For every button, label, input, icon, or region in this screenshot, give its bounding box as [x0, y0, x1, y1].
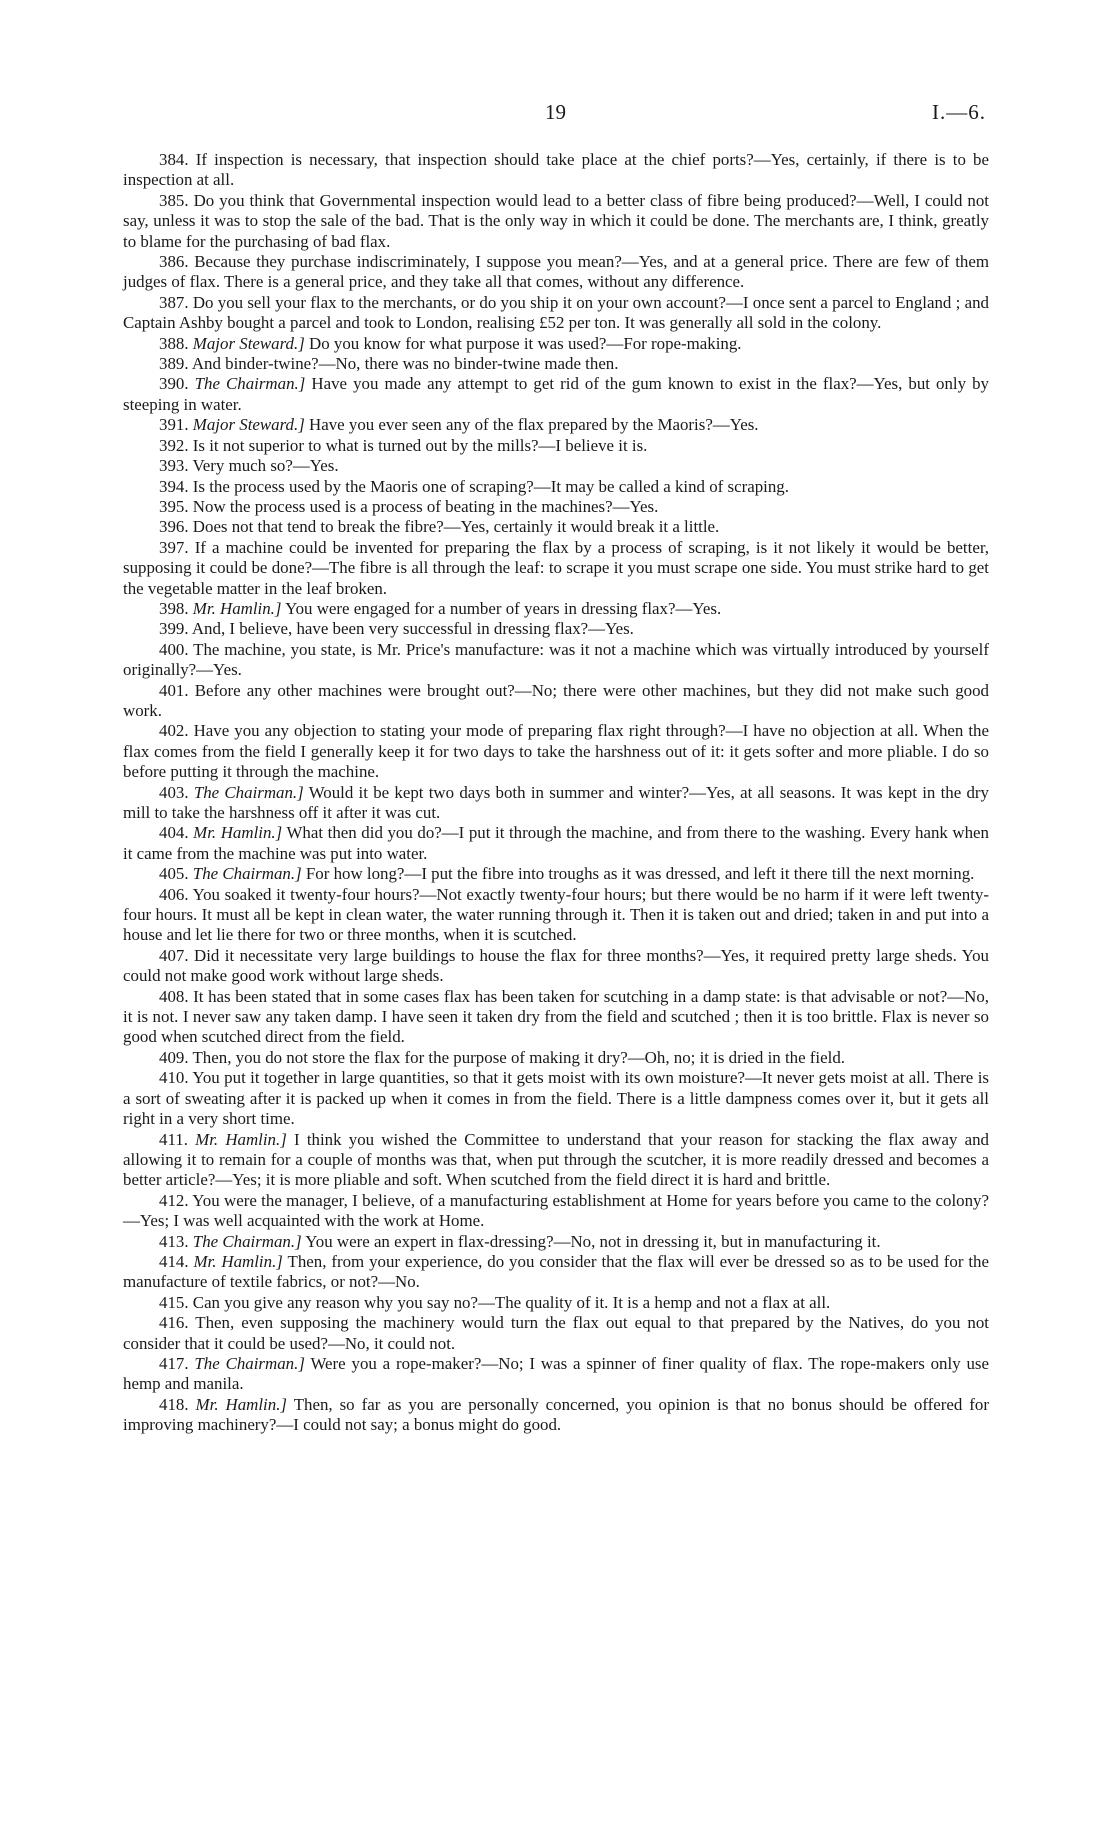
question-number: 391. — [159, 415, 189, 435]
question-paragraph — [123, 1068, 989, 1129]
question-text: Were you a rope-maker?—No; I was a spinner of finer quality of flax. The rope-makers only use hemp and manila. — [123, 1353, 989, 1394]
question-text: If inspection is necessary, that inspection should take place at the chief ports?—Yes, certainly, if there is to be inspection at all. — [123, 150, 989, 190]
question-paragraph — [123, 783, 989, 824]
speaker-label: Mr. Hamlin.] — [195, 1129, 287, 1149]
question-paragraph — [123, 1354, 989, 1395]
question-number: 394. — [159, 476, 189, 496]
question-number: 388. — [159, 333, 189, 353]
question-number: 385. — [159, 190, 189, 210]
question-number: 401. — [159, 680, 189, 700]
question-number: 395. — [159, 496, 189, 516]
question-paragraph — [123, 1191, 989, 1232]
question-paragraph — [123, 987, 989, 1048]
question-number: 403. — [159, 782, 189, 802]
question-text: It has been stated that in some cases flax has been taken for scutching in a damp state: is that advisable or not?—No, it is not. I never saw any taken damp. I have seen it taken dry from the field and scutched ; then it is too brittle. Flax is never so good when scutched direct from the field. — [123, 986, 989, 1047]
question-paragraph — [123, 334, 989, 354]
question-paragraph — [123, 293, 989, 334]
question-text: The machine, you state, is Mr. Price's manufacture: was it not a machine which was virtually introduced by yourself originally?—Yes. — [123, 639, 989, 680]
question-paragraph — [123, 252, 989, 293]
speaker-label: The Chairman.] — [193, 782, 304, 802]
question-paragraph — [123, 1313, 989, 1354]
question-paragraph — [123, 517, 989, 537]
document-reference: I.—6. — [932, 100, 986, 124]
question-paragraph — [123, 1130, 989, 1191]
question-number: 392. — [159, 435, 189, 455]
question-text: Can you give any reason why you say no?—The quality of it. It is a hemp and not a flax at all. — [192, 1292, 831, 1312]
question-number: 408. — [159, 986, 189, 1006]
question-text: Before any other machines were brought out?—No; there were other machines, but they did not make such good work. — [123, 680, 989, 720]
question-text: Then, so far as you are personally concerned, you opinion is that no bonus should be offered for improving machinery?—I could not say; a bonus might do good. — [123, 1394, 989, 1435]
speaker-label: The Chairman.] — [192, 864, 302, 884]
question-text: Have you ever seen any of the flax prepared by the Maoris?—Yes. — [309, 415, 759, 435]
question-number: 413. — [159, 1231, 189, 1251]
question-text: Is it not superior to what is turned out by the mills?—I believe it is. — [192, 435, 648, 455]
question-paragraph — [123, 374, 989, 415]
question-paragraph — [123, 354, 989, 374]
question-paragraph — [123, 1048, 989, 1068]
question-text: Then, from your experience, do you consider that the flax will ever be dressed so as to be used for the manufacture of textile fabrics, or not?—No. — [123, 1251, 989, 1292]
question-number: 414. — [159, 1251, 189, 1271]
question-number: 386. — [159, 252, 189, 272]
question-number: 417. — [159, 1353, 189, 1373]
question-text: Because they purchase indiscriminately, I suppose you mean?—Yes, and at a general price. There are few of them judges of flax. There is a general price, and they take all that comes, without any difference. — [123, 252, 989, 292]
question-paragraph — [123, 1293, 989, 1313]
question-text: Then, even supposing the machinery would turn the flax out equal to that prepared by the Natives, do you not consider that it could be used?—No, it could not. — [123, 1313, 990, 1353]
question-paragraph — [123, 823, 989, 864]
question-number: 406. — [159, 884, 189, 904]
question-number: 400. — [159, 639, 189, 659]
question-paragraph — [123, 681, 989, 722]
speaker-label: Major Steward.] — [192, 415, 305, 435]
question-number: 411. — [159, 1129, 188, 1149]
question-text: And binder-twine?—No, there was no binder-twine made then. — [191, 354, 619, 374]
speaker-label: The Chairman.] — [194, 374, 306, 394]
question-paragraph — [123, 599, 989, 619]
question-text: Do you sell your flax to the merchants, or do you ship it on your own account?—I once sent a parcel to England ; and Captain Ashby bought a parcel and took to London, realising £52 per ton. It was generally all sold in the colony. — [123, 292, 989, 333]
question-text: For how long?—I put the fibre into troughs as it was dressed, and left it there till the next morning. — [305, 864, 975, 884]
question-text: Very much so?—Yes. — [192, 456, 339, 476]
question-text: Now the process used is a process of beating in the machines?—Yes. — [192, 496, 659, 516]
question-paragraph — [123, 497, 989, 517]
question-text: Then, you do not store the flax for the purpose of making it dry?—Oh, no; it is dried in the field. — [192, 1047, 845, 1067]
question-paragraph — [123, 191, 989, 252]
question-number: 416. — [159, 1313, 189, 1333]
question-paragraph — [123, 436, 989, 456]
question-number: 390. — [159, 374, 189, 394]
question-text: Have you any objection to stating your mode of preparing flax right through?—I have no objection at all. When the flax comes from the field I generally keep it for two days to take the harshness out of it: it gets softer and more pliable. I do so before putting it through the machine. — [123, 721, 989, 782]
speaker-label: Mr. Hamlin.] — [192, 598, 282, 618]
question-number: 410. — [159, 1068, 189, 1088]
question-text: Does not that tend to break the fibre?—Yes, certainly it would break it a little. — [192, 517, 720, 537]
question-number: 418. — [159, 1394, 189, 1414]
question-paragraph — [123, 721, 989, 782]
question-text: I think you wished the Committee to understand that your reason for stacking the flax away and allowing it to remain for a couple of months was that, when put through the scutcher, it is more readily dressed and becomes a better article?—Yes; it is more pliable and soft. When scutched from the field direct it is hard and brittle. — [123, 1129, 989, 1190]
question-text: You were the manager, I believe, of a manufacturing establishment at Home for years before you came to the colony?—Yes; I was well acquainted with the work at Home. — [123, 1190, 989, 1231]
question-number: 384. — [159, 150, 189, 169]
question-paragraph — [123, 538, 989, 599]
question-number: 404. — [159, 823, 189, 843]
question-paragraph — [123, 1395, 989, 1436]
question-number: 415. — [159, 1292, 189, 1312]
question-paragraph — [123, 946, 989, 987]
speaker-label: Mr. Hamlin.] — [193, 1251, 283, 1271]
question-text: Do you know for what purpose it was used?—For rope-making. — [309, 333, 742, 353]
question-number: 387. — [159, 292, 189, 312]
question-number: 389. — [159, 354, 189, 374]
question-text: Have you made any attempt to get rid of the gum known to exist in the flax?—Yes, but only by steeping in water. — [123, 374, 989, 414]
question-paragraph — [123, 150, 989, 191]
question-number: 399. — [159, 619, 189, 639]
page-header — [0, 100, 1114, 130]
question-paragraph — [123, 885, 989, 946]
page-number: 19 — [545, 100, 566, 124]
question-text: Would it be kept two days both in summer and winter?—Yes, at all seasons. It was kept in the dry mill to take the harshness off it after it was cut. — [123, 782, 989, 822]
speaker-label: Mr. Hamlin.] — [195, 1394, 287, 1414]
question-paragraph — [123, 864, 989, 884]
question-paragraph — [123, 477, 989, 497]
question-text: You put it together in large quantities, so that it gets moist with its own moisture?—It never gets moist at all. There is a sort of sweating after it is packed up when it comes in from the field. There is a little dampness comes over it, but it gets all right in a very short time. — [123, 1068, 989, 1129]
question-number: 393. — [159, 456, 189, 476]
question-text: Is the process used by the Maoris one of scraping?—It may be called a kind of scraping. — [192, 476, 789, 496]
question-paragraph — [123, 456, 989, 476]
question-paragraph — [123, 619, 989, 639]
speaker-label: The Chairman.] — [194, 1353, 305, 1373]
question-paragraph — [123, 1232, 989, 1252]
question-text: Do you think that Governmental inspection would lead to a better class of fibre being produced?—Well, I could not say, unless it was to stop the sale of the bad. That is the only way in which it could be done. The merchants are, I think, greatly to blame for the purchasing of bad flax. — [123, 190, 989, 251]
question-number: 409. — [159, 1047, 189, 1067]
question-text: Did it necessitate very large buildings to house the flax for three months?—Yes, it required pretty large sheds. You could not make good work without large sheds. — [123, 945, 989, 986]
question-number: 407. — [159, 945, 189, 965]
question-number: 398. — [159, 598, 189, 618]
question-number: 405. — [159, 864, 189, 884]
question-text: You soaked it twenty-four hours?—Not exactly twenty-four hours; but there would be no harm if it were left twenty-four hours. It must all be kept in clean water, the water running through it. Then it is taken out and dried; taken in and put into a house and let lie there for two or three months, when it is scutched. — [123, 884, 989, 945]
speaker-label: The Chairman.] — [192, 1231, 302, 1251]
question-text: You were an expert in flax-dressing?—No, not in dressing it, but in manufacturing it. — [305, 1231, 881, 1251]
question-paragraph — [123, 640, 989, 681]
question-number: 397. — [159, 537, 189, 557]
question-text: And, I believe, have been very successful in dressing flax?—Yes. — [191, 619, 634, 639]
question-paragraph — [123, 415, 989, 435]
question-number: 412. — [159, 1190, 189, 1210]
speaker-label: Mr. Hamlin.] — [193, 823, 283, 843]
question-text: What then did you do?—I put it through the machine, and from there to the washing. Every hank when it came from the machine was put into water. — [123, 823, 989, 863]
question-text: You were engaged for a number of years in dressing flax?—Yes. — [285, 598, 722, 618]
question-number: 402. — [159, 721, 189, 741]
testimony-body — [123, 150, 989, 1436]
question-text: If a machine could be invented for preparing the flax by a process of scraping, is it not likely it would be better, supposing it could be done?—The fibre is all through the leaf: to scrape it you must scrape one side. You must strike hard to get the vegetable matter in the leaf broken. — [123, 537, 989, 598]
question-number: 396. — [159, 517, 189, 537]
speaker-label: Major Steward.] — [192, 333, 305, 353]
question-paragraph — [123, 1252, 989, 1293]
